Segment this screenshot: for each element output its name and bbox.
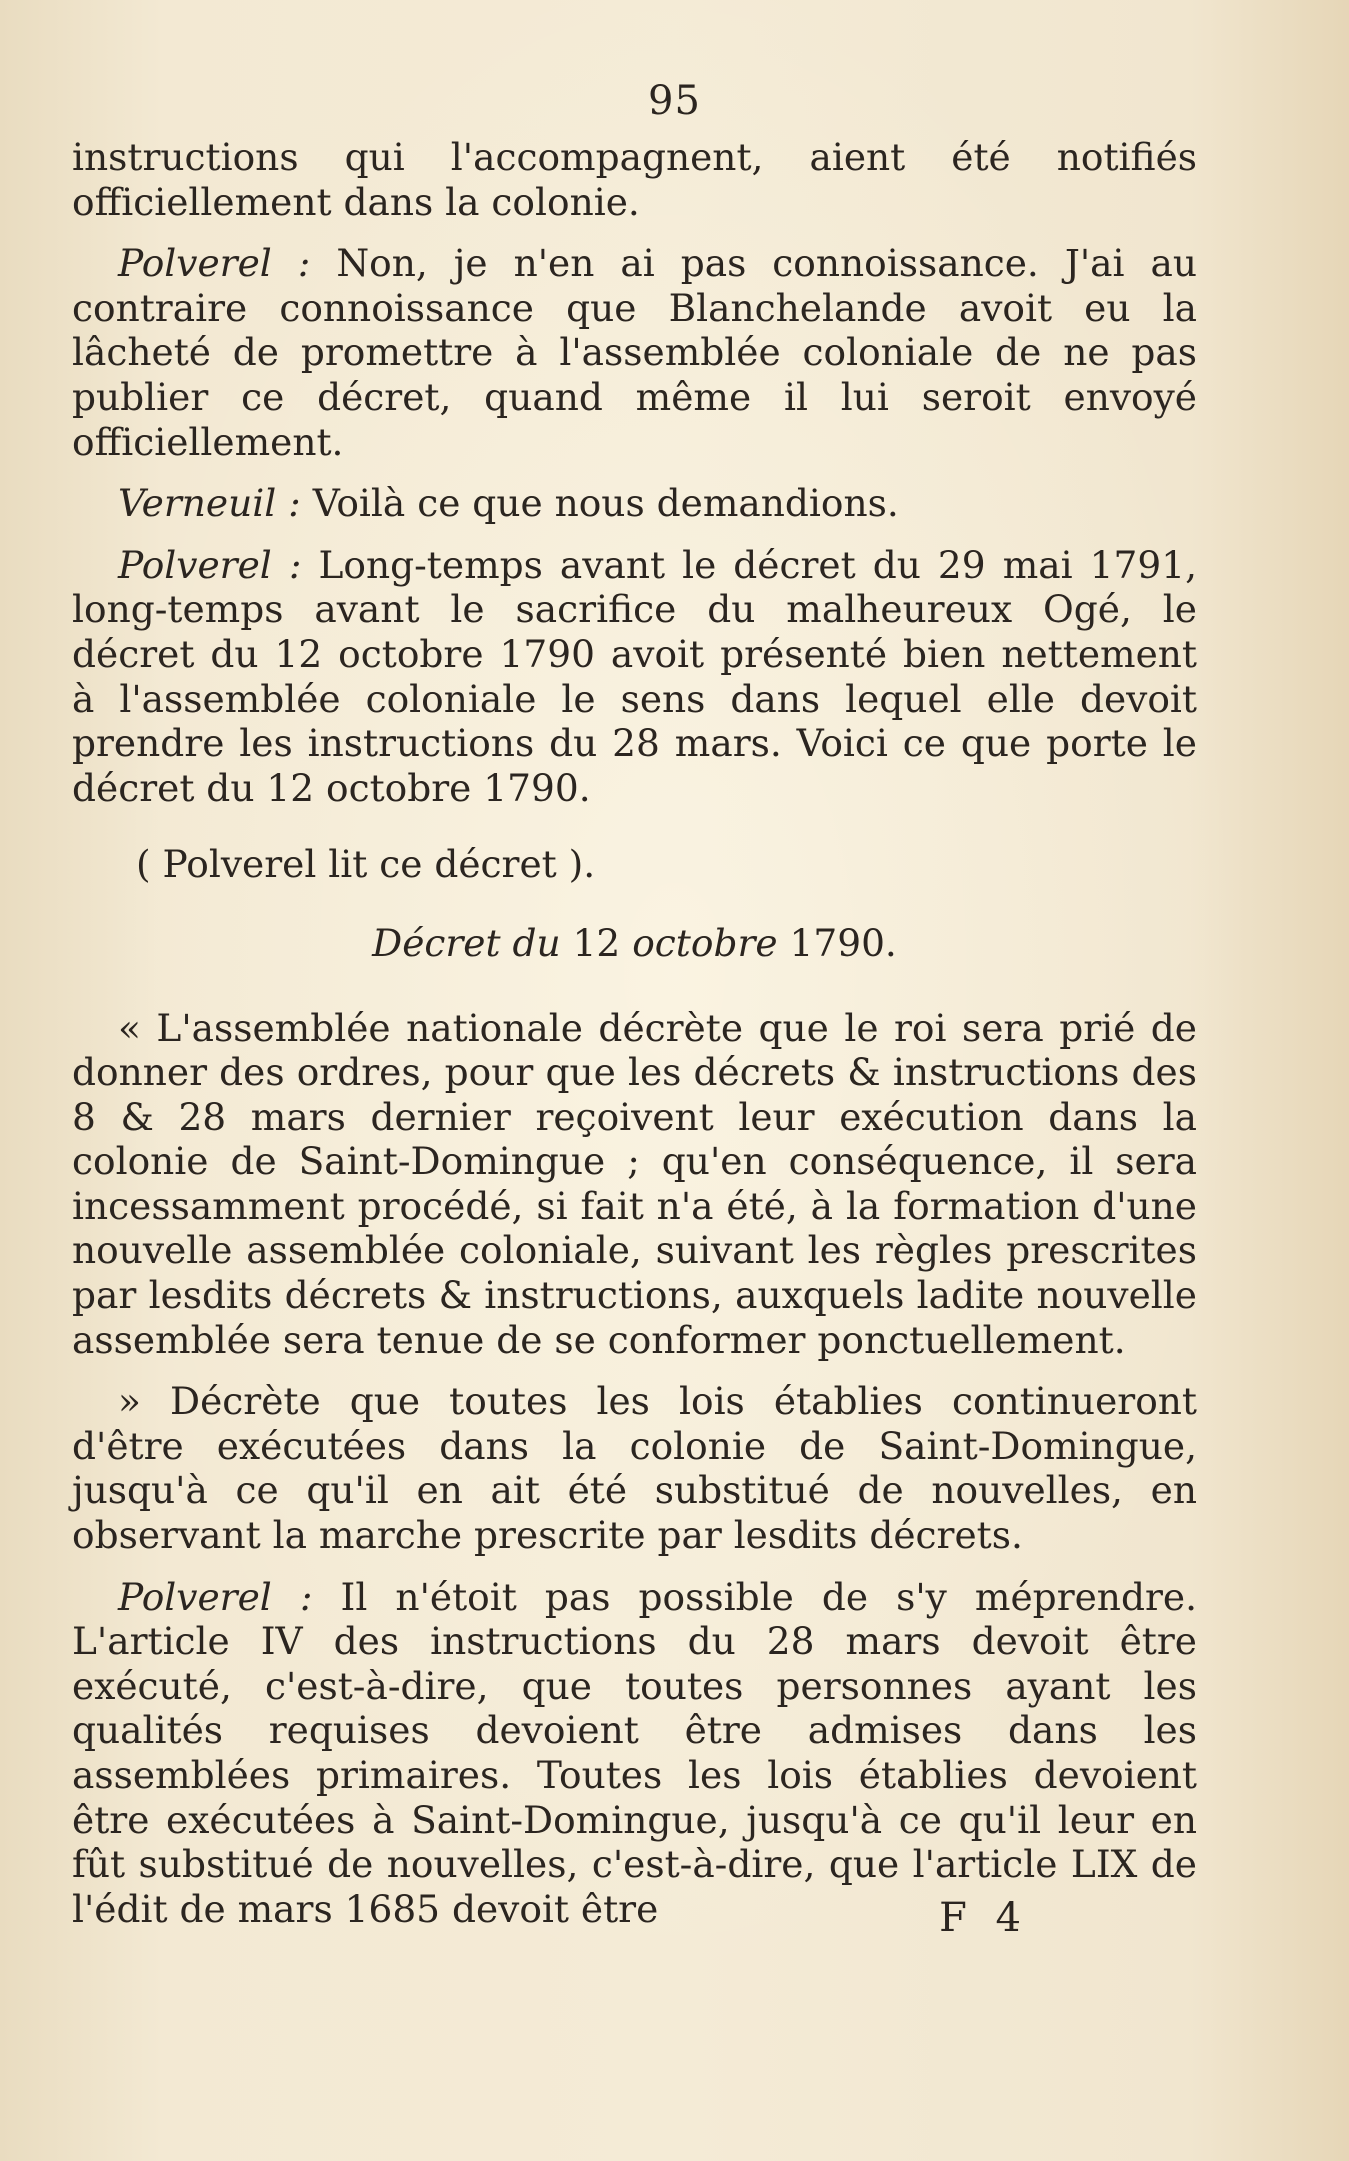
paragraph-text: Long-temps avant le décret du 29 mai 1791, long-temps avant le sacrifice du malheureux Ogé, le décret du 12 octobre 1790 avoit présenté bien nettement à l'assemblée coloniale le sens dans lequel elle devoit prendre les instructions du 28 mars. Voici ce que porte le décret du 12 octobre 1790. [72,542,1197,810]
paragraph-1 [72,135,1197,224]
closing-paragraph [72,1575,1197,1932]
paragraph-2 [72,241,1197,464]
speaker-name: Polverel : [118,241,311,286]
body-text [72,135,1197,1948]
speaker-name: Polverel : [118,1574,313,1619]
decree-title-month: octobre [632,920,778,965]
decree-paragraph-2: » Décrète que toutes les lois établies continueront d'être exécutées dans la colonie de Saint-Domingue, jusqu'à ce qu'il en ait été substitué de nouvelles, en observant la marche prescrite par lesdits décrets. [72,1379,1197,1558]
paragraph-3 [72,481,1197,526]
decree-title-year: 1790. [789,920,897,965]
page-number: 95 [648,78,701,124]
decree-title-label: Décret du [372,920,561,965]
decree-paragraph-1: « L'assemblée nationale décrète que le roi sera prié de donner des ordres, pour que les décrets & instructions des 8 & 28 mars dernier reçoivent leur exécution dans la colonie de Saint-Domingue ; qu'en conséquence, il sera incessamment procédé, si fait n'a été, à la formation d'une nouvelle assemblée coloniale, suivant les règles prescrites par lesdits décrets & instructions, auxquels ladite nouvelle assemblée sera tenue de se conformer ponctuellement. [72,1005,1197,1362]
reading-note: ( Polverel lit ce décret ). [136,842,596,887]
paragraph-4 [72,543,1197,811]
decree-title [72,921,1197,966]
paragraph-text: instructions qui l'accompagnent, aient été notifiés officiellement dans la colonie. [72,135,1197,224]
paragraph-text: Il n'étoit pas possible de s'y méprendre. L'article IV des instructions du 28 mars devoit être exécuté, c'est-à-dire, que toutes personnes ayant les qualités requises devoient être admises dans les assemblées primaires. Toutes les lois établies devoient être exécutées à Saint-Domingue, jusqu'à ce qu'il leur en fût substitué de nouvelles, c'est-à-dire, que l'article LIX de l'édit de mars 1685 devoit être [72,1574,1198,1931]
paragraph-text: Non, je n'en ai pas connoissance. J'ai au contraire connoissance que Blanchelande avoit eu la lâcheté de promettre à l'assemblée coloniale de ne pas publier ce décret, quand même il lui seroit envoyé officiellement. [72,241,1198,464]
signature-mark: F 4 [939,1895,1029,1941]
speaker-name: Polverel : [118,542,302,587]
paragraph-text: Voilà ce que nous demandions. [300,481,899,526]
decree-title-day: 12 [572,920,621,965]
speaker-name: Verneuil : [118,481,301,526]
